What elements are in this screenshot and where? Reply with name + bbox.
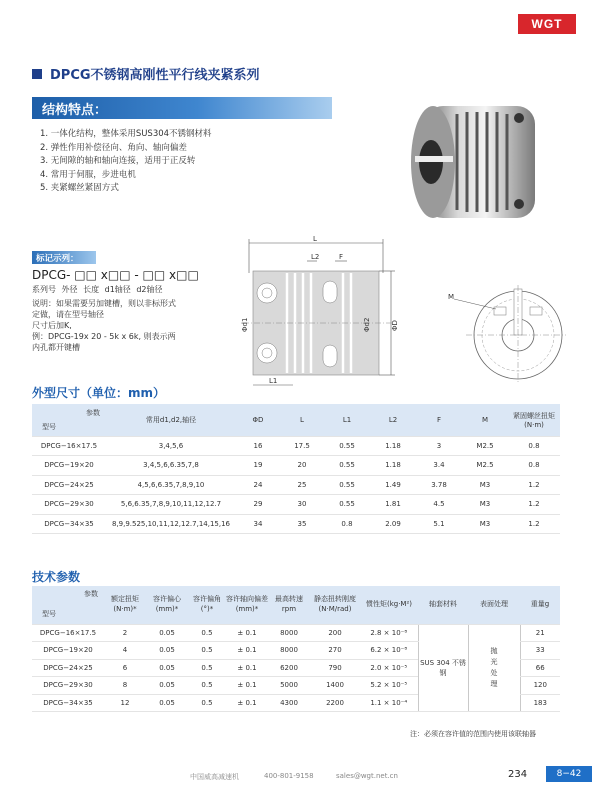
dim-F-label: F — [339, 253, 344, 261]
feature-item: 1. 一体化结构，整体采用SUS304不锈钢材料 — [40, 129, 212, 139]
table-cell: 6200 — [268, 659, 310, 677]
table-cell: 6 — [104, 659, 146, 677]
table-cell: 0.5 — [188, 659, 226, 677]
note-line: 定做，请在型号轴径 — [32, 310, 104, 319]
note-line: 例：DPCG-19x 20 - 5k x 6k, 则表示两 — [32, 332, 176, 341]
marking-heading-bar — [32, 251, 96, 264]
table-row — [32, 624, 560, 642]
table-cell: DPCG−24×25 — [32, 475, 106, 495]
model-code: DPCG- □□ x□□ - □□ x□□ — [32, 268, 199, 282]
features-list — [40, 128, 212, 196]
column-header: 容许偏角(°)* — [188, 586, 226, 624]
table-cell: 2 — [104, 624, 146, 642]
table-cell: 17.5 — [280, 436, 324, 456]
column-header: 重量g — [520, 586, 560, 624]
table-cell: 0.5 — [188, 624, 226, 642]
table-cell: DPCG−19×20 — [32, 642, 104, 660]
page-title-text: DPCG不锈钢高刚性平行线夹紧系列 — [50, 68, 260, 83]
material-cell: SUS 304 不锈钢 — [418, 624, 468, 712]
column-header: F — [416, 404, 462, 436]
table-cell: 5.1 — [416, 514, 462, 534]
footer-company: 中国威高减速机 — [190, 773, 239, 781]
feature-item: 4. 常用于伺服，步进电机 — [40, 169, 136, 180]
table-cell: 2.8 × 10⁻⁸ — [360, 624, 418, 642]
dim-L-label: L — [313, 235, 317, 243]
table-header-row — [32, 404, 560, 436]
table-cell: 200 — [310, 624, 360, 642]
table-cell: 4,5,6,6.35,7,8,9,10 — [106, 475, 236, 495]
table-cell: 270 — [310, 642, 360, 660]
table-cell: 20 — [280, 456, 324, 476]
column-header: 表面处理 — [468, 586, 520, 624]
table-cell: DPCG−34×35 — [32, 694, 104, 712]
section-tab: 8−42 — [546, 766, 592, 782]
column-header: 静态扭转刚度(N·M/rad) — [310, 586, 360, 624]
table-cell: 0.05 — [146, 659, 188, 677]
table-cell: 8,9,9.525,10,11,12,12.7,14,15,16 — [106, 514, 236, 534]
table-cell: DPCG−29×30 — [32, 677, 104, 695]
table-cell: 3.4 — [416, 456, 462, 476]
table-cell: 2.0 × 10⁻⁵ — [360, 659, 418, 677]
table-cell: 0.55 — [324, 475, 370, 495]
table-cell: 3 — [416, 436, 462, 456]
side-view-drawing — [243, 233, 403, 393]
dim-d2-label: Φd2 — [363, 317, 371, 332]
table-cell: 29 — [236, 495, 280, 515]
table-cell: DPCG−16×17.5 — [32, 436, 106, 456]
table-cell: 1.1 × 10⁻⁴ — [360, 694, 418, 712]
footer-email[interactable]: sales@wgt.net.cn — [336, 772, 398, 780]
table-cell: 1.2 — [508, 514, 560, 534]
table-cell: M3 — [462, 475, 508, 495]
feature-item: 5. 夹紧螺丝紧固方式 — [40, 183, 119, 193]
table-cell: 6.2 × 10⁻⁸ — [360, 642, 418, 660]
column-header: 容许轴向偏差(mm)* — [226, 586, 268, 624]
table-cell: 4 — [104, 642, 146, 660]
table-cell: 3,4,5,6 — [106, 436, 236, 456]
table-cell: 0.05 — [146, 694, 188, 712]
table-cell: ± 0.1 — [226, 624, 268, 642]
feature-item: 2. 弹性作用补偿径向、角向、轴向偏差 — [40, 142, 187, 153]
table-cell: DPCG−34×35 — [32, 514, 106, 534]
column-header: ΦD — [236, 404, 280, 436]
table-cell: DPCG−24×25 — [32, 659, 104, 677]
table-cell: M3 — [462, 514, 508, 534]
table-cell: 0.55 — [324, 436, 370, 456]
table-cell: 1.18 — [370, 436, 416, 456]
table-cell: 8000 — [268, 624, 310, 642]
table-cell: 8000 — [268, 642, 310, 660]
table-corner-cell: 参数 型号 — [32, 586, 104, 624]
tech-heading: 技术参数 — [32, 570, 81, 584]
table-cell: 0.05 — [146, 677, 188, 695]
table-cell: 0.5 — [188, 677, 226, 695]
table-cell: ± 0.1 — [226, 677, 268, 695]
table-row — [32, 456, 560, 476]
table-cell: 120 — [520, 677, 560, 695]
dim-L1-label: L1 — [269, 377, 278, 385]
coupling-product-photo — [395, 98, 557, 226]
table-cell: ± 0.1 — [226, 694, 268, 712]
table-header-row — [32, 586, 560, 624]
page-title — [32, 64, 260, 83]
dimensions-heading: 外型尺寸（单位：mm） — [32, 386, 166, 400]
column-header: 额定扭矩(N·m)* — [104, 586, 146, 624]
table-cell: 4300 — [268, 694, 310, 712]
table-cell: ± 0.1 — [226, 659, 268, 677]
table-cell: 0.8 — [508, 456, 560, 476]
table-cell: 0.5 — [188, 642, 226, 660]
table-cell: 25 — [280, 475, 324, 495]
column-header: L — [280, 404, 324, 436]
footer-phone: 400-801-9158 — [264, 772, 314, 780]
table-cell: 183 — [520, 694, 560, 712]
column-header: 轴套材料 — [418, 586, 468, 624]
table-cell: 0.05 — [146, 642, 188, 660]
table-cell: 1.2 — [508, 495, 560, 515]
table-cell: 3,4,5,6,6.35,7,8 — [106, 456, 236, 476]
table-cell: DPCG−29×30 — [32, 495, 106, 515]
brand-logo: WGT — [518, 14, 576, 34]
table-cell: 2.09 — [370, 514, 416, 534]
table-cell: M3 — [462, 495, 508, 515]
dim-L2-label: L2 — [311, 253, 320, 261]
tech-params-table — [32, 586, 560, 712]
feature-item: 3. 无间隙的轴和轴向连接，适用于正反转 — [40, 156, 196, 166]
dimensions-table — [32, 404, 560, 534]
column-header: L2 — [370, 404, 416, 436]
note-line: 尺寸后加K, — [32, 321, 72, 330]
table-cell: 12 — [104, 694, 146, 712]
surface-cell: 抛光处理 — [468, 624, 520, 712]
table-cell: 1.81 — [370, 495, 416, 515]
table-cell: 0.55 — [324, 456, 370, 476]
table-cell: 0.8 — [508, 436, 560, 456]
table-cell: 5,6,6.35,7,8,9,10,11,12,12.7 — [106, 495, 236, 515]
note-line: 说明：如果需要另加键槽，则以非标形式 — [32, 299, 176, 308]
column-header: 最高转速rpm — [268, 586, 310, 624]
table-cell: 8 — [104, 677, 146, 695]
page-number: 234 — [508, 769, 528, 780]
table-cell: 1.49 — [370, 475, 416, 495]
title-square-icon — [32, 69, 42, 79]
table-cell: 5.2 × 10⁻⁵ — [360, 677, 418, 695]
table-row — [32, 475, 560, 495]
table-cell: 5000 — [268, 677, 310, 695]
model-code-legend: 系列号 外径 长度 d1轴径 d2轴径 — [32, 285, 163, 294]
column-header: 常用d1,d2,轴径 — [106, 404, 236, 436]
table-corner-cell: 参数 型号 — [32, 404, 106, 436]
column-header: 惯性矩(kg·M²) — [360, 586, 418, 624]
keyway-note — [32, 298, 176, 353]
column-header: L1 — [324, 404, 370, 436]
table-cell: 1.18 — [370, 456, 416, 476]
table-cell: 33 — [520, 642, 560, 660]
table-cell: 1400 — [310, 677, 360, 695]
column-header: M — [462, 404, 508, 436]
column-header: 紧固螺丝扭矩(N·m) — [508, 404, 560, 436]
table-cell: M2.5 — [462, 456, 508, 476]
dim-M-label: M — [448, 293, 455, 301]
table-cell: 0.55 — [324, 495, 370, 515]
features-heading-bar — [32, 97, 332, 119]
features-heading: 结构特点： — [42, 103, 108, 118]
table-cell: 0.8 — [324, 514, 370, 534]
table-cell: 35 — [280, 514, 324, 534]
note-line: 内孔都开键槽 — [32, 343, 80, 352]
table-cell: DPCG−19×20 — [32, 456, 106, 476]
table-cell: 21 — [520, 624, 560, 642]
table-cell: 34 — [236, 514, 280, 534]
table-cell: 30 — [280, 495, 324, 515]
table-row — [32, 514, 560, 534]
column-header: 容许偏心(mm)* — [146, 586, 188, 624]
table-cell: 3.78 — [416, 475, 462, 495]
table-row — [32, 436, 560, 456]
table-cell: 66 — [520, 659, 560, 677]
dim-D-label: ΦD — [391, 320, 399, 331]
table-cell: 19 — [236, 456, 280, 476]
table-cell: 790 — [310, 659, 360, 677]
table-cell: ± 0.1 — [226, 642, 268, 660]
marking-heading: 标记示列： — [36, 254, 79, 264]
table-cell: 1.2 — [508, 475, 560, 495]
table-cell: 24 — [236, 475, 280, 495]
usage-footnote: 注：必须在容许值的范围内使用该联轴器 — [410, 730, 536, 738]
table-cell: DPCG−16×17.5 — [32, 624, 104, 642]
table-cell: 0.05 — [146, 624, 188, 642]
end-view-drawing — [440, 283, 565, 383]
dim-d1-label: Φd1 — [241, 317, 249, 332]
table-cell: 16 — [236, 436, 280, 456]
table-cell: 4.5 — [416, 495, 462, 515]
table-cell: 0.5 — [188, 694, 226, 712]
table-cell: M2.5 — [462, 436, 508, 456]
table-row — [32, 495, 560, 515]
table-cell: 2200 — [310, 694, 360, 712]
